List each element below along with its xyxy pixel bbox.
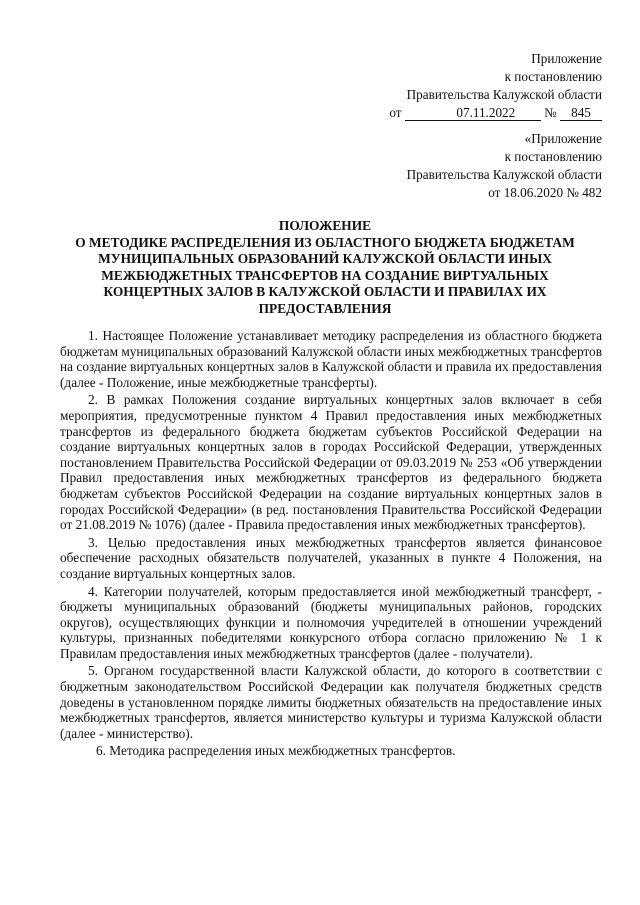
annex-issuer: Правительства Калужской области — [406, 87, 602, 102]
paragraph-1: 1. Настоящее Положение устанавливает методику распределения из областного бюджета бюджетам муниципальных образований Калужской области иных межбюджетных трансфертов на создание виртуальных концертных залов в Калужской области и правила их предоставления (далее - Положение, иные межбюджетные трансферты). — [60, 328, 602, 390]
paragraph-3: 3. Целью предоставления иных межбюджетных трансфертов является финансовое обеспечение расходных обязательств получателей, указанных в пункте 4 Положения, на создание виртуальных концертных залов. — [60, 534, 602, 581]
decree-date: 07.11.2022 — [405, 105, 541, 121]
annex-label: «Приложение — [524, 131, 602, 146]
number-prefix: № — [544, 105, 557, 120]
annex-ref: к постановлению — [504, 149, 602, 164]
document-title — [50, 218, 600, 318]
title-line: ПРЕДОСТАВЛЕНИЯ — [258, 300, 392, 316]
annex-header-current — [389, 50, 602, 122]
date-prefix: от — [389, 105, 402, 120]
paragraph-2: 2. В рамках Положения создание виртуальных концертных залов включает в себя мероприятия, предусмотренные пунктом 4 Правил предоставления иных межбюджетных трансфертов из федерального бюджета бюджетам субъектов Российской Федерации на создание виртуальных концертных залов в городах Российской Федерации, утвержденных постановлением Правительства Российской Федерации от 09.03.2019 № 253 «Об утверждении Правил предоставления иных межбюджетных трансфертов из федерального бюджета бюджетам субъектов Российской Федерации на создание виртуальных концертных залов в городах Российской Федерации» (в ред. постановления Правительства Российской Федерации от 21.08.2019 № 1076) (далее - Правила предоставления иных межбюджетных трансфертов). — [60, 392, 602, 533]
paragraph-4: 4. Категории получателей, которым предоставляется иной межбюджетный трансферт, - бюджеты муниципальных образований (бюджеты муниципальных районов, городских округов), осуществляющих функции и полномочия учредителей в отношении учреждений культуры, признанных победителями конкурсного отбора согласно приложению № 1 к Правилам предоставления иных межбюджетных трансфертов (далее - получатели). — [60, 583, 602, 661]
annex-ref: к постановлению — [504, 69, 602, 84]
title-line: ПОЛОЖЕНИЕ — [278, 218, 372, 233]
title-line: МЕЖБЮДЖЕТНЫХ ТРАНСФЕРТОВ НА СОЗДАНИЕ ВИРТУАЛЬНЫХ — [101, 267, 549, 283]
document-body — [60, 328, 602, 761]
title-line: О МЕТОДИКЕ РАСПРЕДЕЛЕНИЯ ИЗ ОБЛАСТНОГО БЮДЖЕТА БЮДЖЕТАМ — [75, 234, 575, 250]
annex-date-line — [389, 104, 602, 122]
annex-label: Приложение — [531, 51, 602, 66]
paragraph-5: 5. Органом государственной власти Калужской области, до которого в соответствии с бюджетным законодательством Российской Федерации как получателя бюджетных средств доведены в установленном порядке лимиты бюджетных обязательств на предоставление иных межбюджетных трансфертов, является министерство культуры и туризма Калужской области (далее - министерство). — [60, 663, 602, 741]
decree-number: 845 — [560, 105, 602, 121]
annex-issuer: Правительства Калужской области — [406, 167, 602, 182]
annex-date-line: от 18.06.2020 № 482 — [488, 185, 602, 200]
annex-header-previous — [407, 130, 602, 202]
paragraph-6: 6. Методика распределения иных межбюджетных трансфертов. — [96, 743, 456, 759]
title-line: КОНЦЕРТНЫХ ЗАЛОВ В КАЛУЖСКОЙ ОБЛАСТИ И ПРАВИЛАХ ИХ — [103, 284, 547, 300]
title-line: МУНИЦИПАЛЬНЫХ ОБРАЗОВАНИЙ КАЛУЖСКОЙ ОБЛАСТИ ИНЫХ — [98, 251, 552, 267]
